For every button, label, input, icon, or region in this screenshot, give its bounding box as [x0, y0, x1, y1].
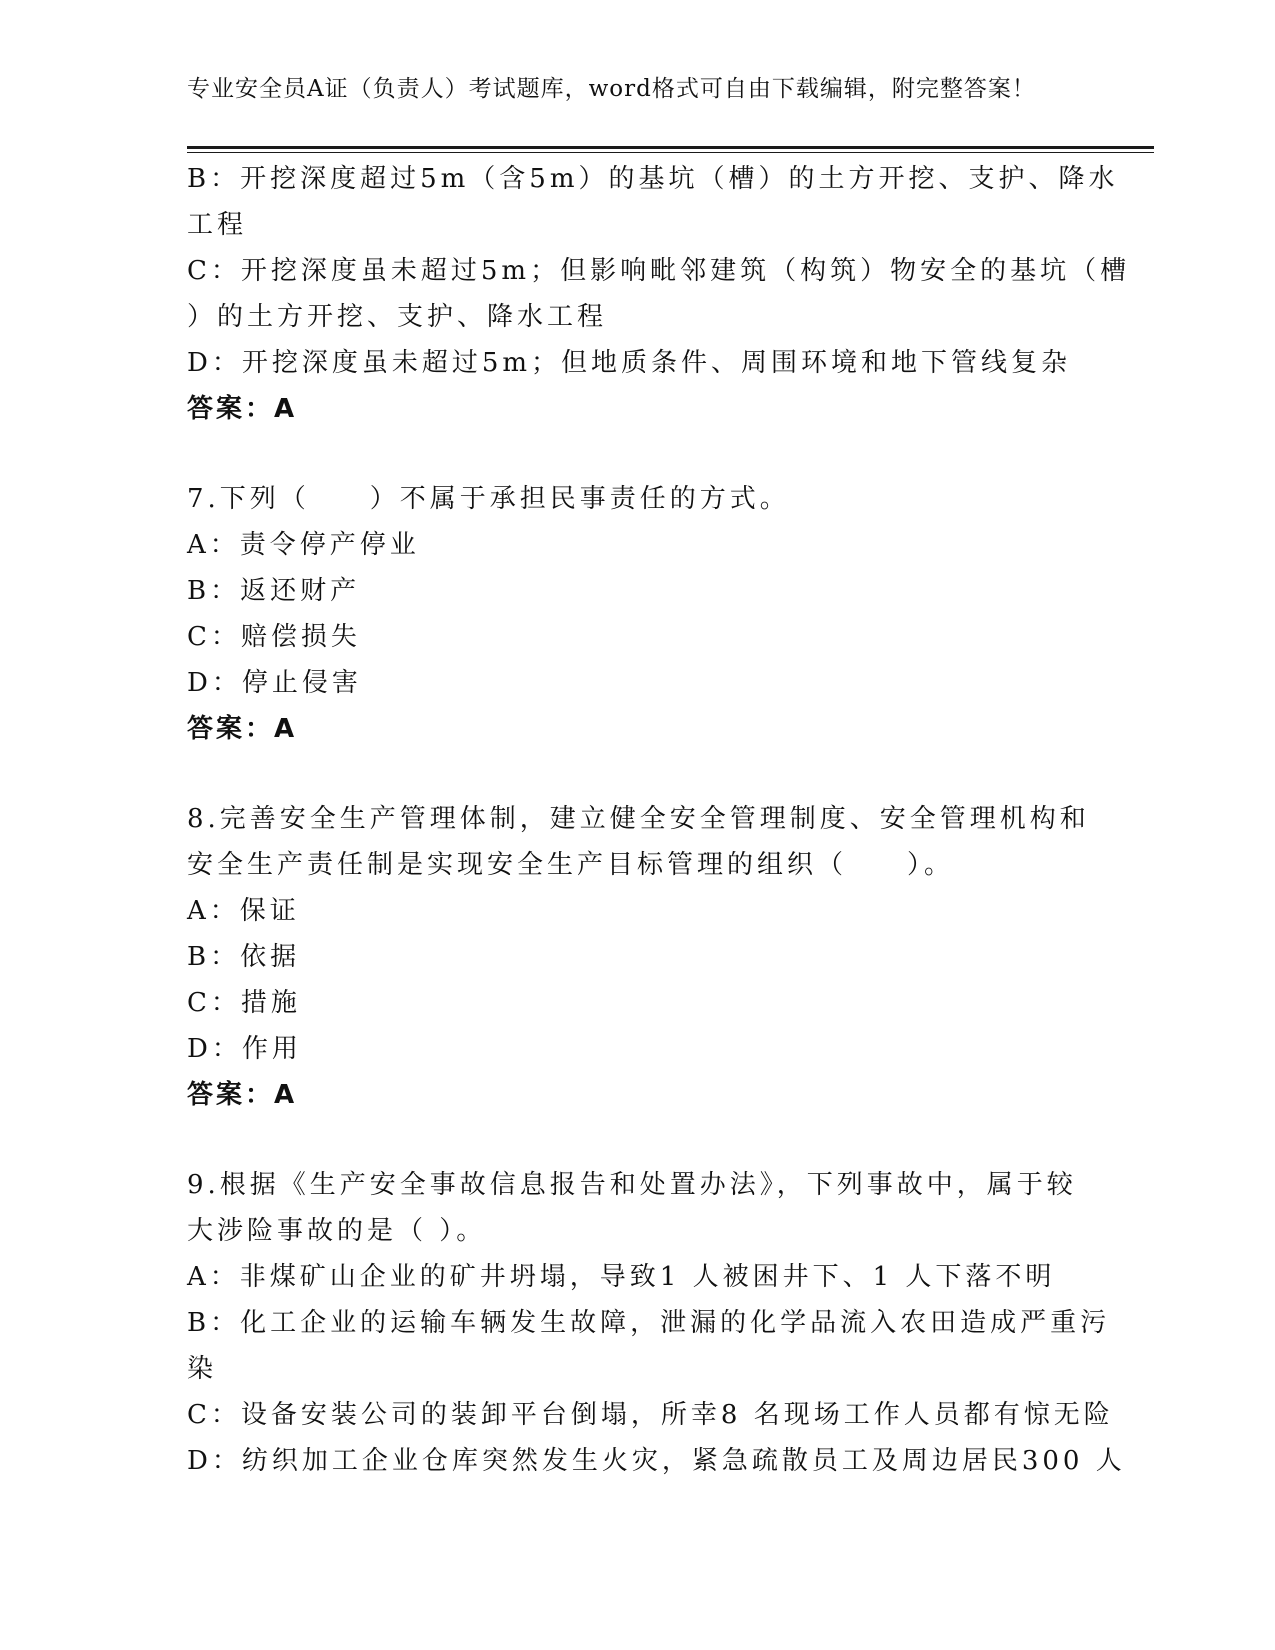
question-stem-continued: 安全生产责任制是实现安全生产目标管理的组织（ ）。: [187, 850, 955, 880]
answer-line: 答案：A: [187, 394, 298, 424]
option-b: B：返还财产: [187, 576, 361, 606]
option-a: A：非煤矿山企业的矿井坍塌，导致1 人被困井下、1 人下落不明: [187, 1262, 1056, 1292]
option-d: D：停止侵害: [187, 668, 362, 698]
question-stem: 8.完善安全生产管理体制，建立健全安全管理制度、安全管理机构和: [187, 804, 1090, 834]
question-8: [187, 796, 1090, 1118]
option-a: A：保证: [187, 896, 300, 926]
question-6-continued: [187, 156, 1131, 432]
question-9: [187, 1162, 1126, 1484]
option-d: D：作用: [187, 1034, 302, 1064]
option-b: B：依据: [187, 942, 301, 972]
option-b-continued: 染: [187, 1354, 218, 1384]
question-stem-continued: 大涉险事故的是（ ）。: [187, 1216, 487, 1246]
option-b-continued: 工程: [187, 210, 248, 240]
spacer: [187, 432, 1087, 476]
spacer: [187, 1118, 1087, 1162]
spacer: [187, 752, 1087, 796]
option-b: B：开挖深度超过5m（含5m）的基坑（槽）的土方开挖、支护、降水: [187, 164, 1119, 194]
option-c: C：开挖深度虽未超过5m；但影响毗邻建筑（构筑）物安全的基坑（槽: [187, 256, 1131, 286]
answer-line: 答案：A: [187, 714, 298, 744]
document-body: [187, 156, 1131, 1484]
header-rule-thick: [187, 146, 1154, 149]
option-a: A：责令停产停业: [187, 530, 420, 560]
question-stem: 7.下列（ ）不属于承担民事责任的方式。: [187, 484, 790, 514]
question-stem: 9.根据《生产安全事故信息报告和处置办法》，下列事故中，属于较: [187, 1170, 1077, 1200]
option-b: B：化工企业的运输车辆发生故障，泄漏的化学品流入农田造成严重污: [187, 1308, 1111, 1338]
header-rule-thin: [187, 152, 1154, 153]
option-d: D：纺织加工企业仓库突然发生火灾，紧急疏散员工及周边居民300 人: [187, 1446, 1126, 1476]
option-c-continued: ）的土方开挖、支护、降水工程: [187, 302, 608, 332]
answer-line: 答案：A: [187, 1080, 298, 1110]
option-d: D：开挖深度虽未超过5m；但地质条件、周围环境和地下管线复杂: [187, 348, 1072, 378]
question-7: [187, 476, 1087, 752]
option-c: C：措施: [187, 988, 301, 1018]
option-c: C：设备安装公司的装卸平台倒塌，所幸8 名现场工作人员都有惊无险: [187, 1400, 1114, 1430]
option-c: C：赔偿损失: [187, 622, 361, 652]
page-header: 专业安全员A证（负责人）考试题库，word格式可自由下载编辑，附完整答案！: [187, 76, 1036, 102]
